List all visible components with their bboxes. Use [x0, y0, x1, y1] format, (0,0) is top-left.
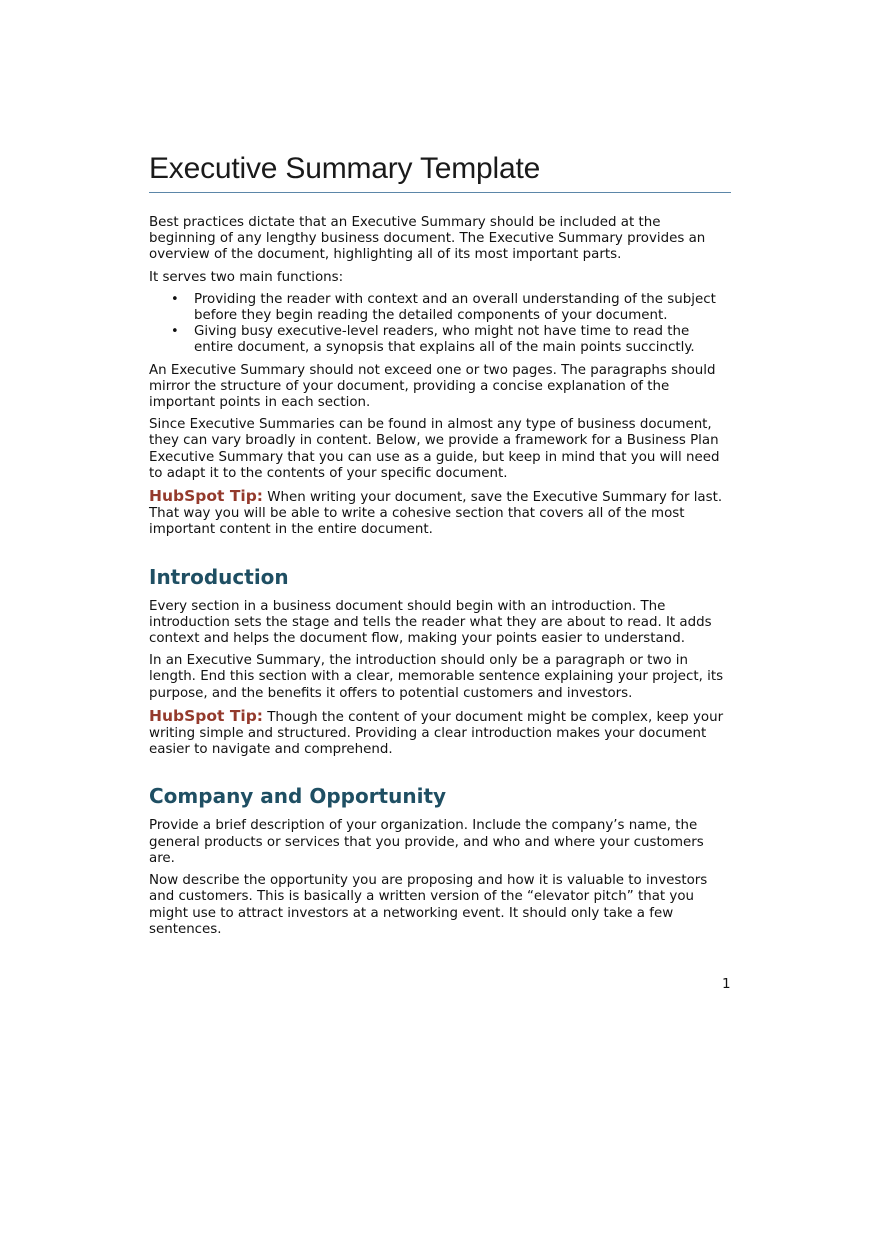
paragraph: Since Executive Summaries can be found in almost any type of business document, they can vary broadly in content. Below, we provide a framework for a Business Plan Executive Summary that you can use as a guide, but keep in mind that you will need to adapt it to the contents of your specific document.: [149, 417, 720, 481]
paragraph: An Executive Summary should not exceed one or two pages. The paragraphs should mirror the structure of your document, providing a concise explanation of the important points in each section.: [149, 362, 716, 411]
paragraph: It serves two main functions:: [149, 269, 344, 285]
page-number: 1: [722, 976, 731, 992]
list-item-text: Providing the reader with context and an overall understanding of the subject before they begin reading the detailed components of your document.: [194, 291, 716, 324]
bullet-icon: •: [171, 324, 179, 340]
paragraph: In an Executive Summary, the introduction should only be a paragraph or two in length. End this section with a clear, memorable sentence explaining your project, its purpose, and the benefits it offers to potential customers and investors.: [149, 653, 724, 701]
tip-text: When writing your document, save the Executive Summary for last. That way you will be able to write a cohesive section that covers all of the most important content in the entire document.: [149, 490, 723, 538]
bullet-icon: •: [171, 291, 179, 307]
hubspot-tip: [149, 708, 731, 759]
paragraph: Now describe the opportunity you are proposing and how it is valuable to investors and customers. This is basically a written version of the “elevator pitch” that you might use to attract investors at a networking event. It should only take a few sentences.: [149, 873, 708, 937]
tip-label: HubSpot Tip:: [149, 706, 263, 725]
paragraph: Every section in a business document should begin with an introduction. The introduction sets the stage and tells the reader what they are about to read. It adds context and helps the document flow, making your points easier to understand.: [149, 598, 712, 647]
tip-label: HubSpot Tip:: [149, 487, 263, 506]
list-item: [149, 324, 731, 356]
functions-list: [149, 292, 731, 357]
list-item: [149, 292, 731, 324]
section-heading-company: Company and Opportunity: [149, 784, 447, 809]
hubspot-tip: [149, 488, 731, 539]
document-title: Executive Summary Template: [149, 152, 541, 185]
section-heading-introduction: Introduction: [149, 564, 289, 589]
paragraph: Best practices dictate that an Executive Summary should be included at the beginning of any lengthy business document. The Executive Summary provides an overview of the document, highlighting all of its most important parts.: [149, 215, 706, 263]
title-underline: [149, 192, 731, 193]
page-content: [149, 150, 731, 944]
tip-text: Though the content of your document might be complex, keep your writing simple and structured. Providing a clear introduction makes your document easier to navigate and comprehend.: [149, 709, 724, 758]
paragraph: Provide a brief description of your organization. Include the company’s name, the general products or services that you provide, and who and where your customers are.: [149, 818, 704, 866]
list-item-text: Giving busy executive-level readers, who might not have time to read the entire document, a synopsis that explains all of the main points succinctly.: [194, 324, 695, 356]
